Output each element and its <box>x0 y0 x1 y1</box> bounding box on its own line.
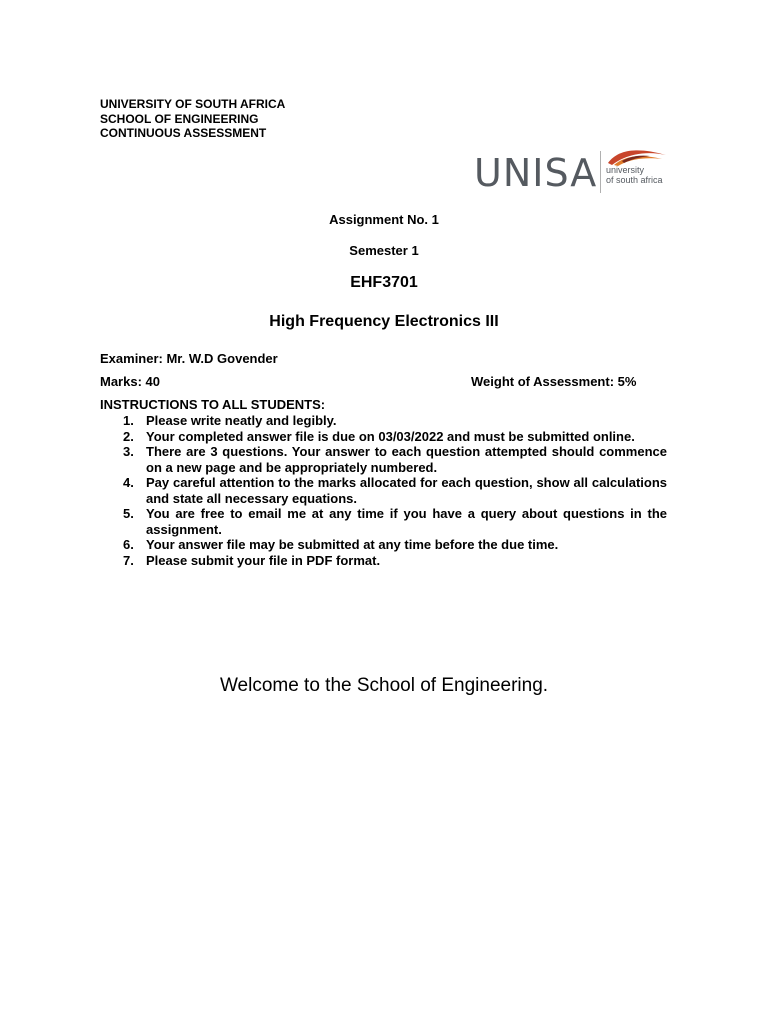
instruction-number: 5. <box>123 506 134 521</box>
instruction-number: 7. <box>123 552 134 568</box>
instruction-number: 3. <box>123 444 134 459</box>
institution-header <box>100 97 285 141</box>
logo-divider <box>600 151 601 193</box>
course-code: EHF3701 <box>350 274 418 291</box>
instruction-text: There are 3 questions. Your answer to each question attempted should commence on a new page and be appropriately numbered. <box>146 444 667 475</box>
course-title: High Frequency Electronics III <box>269 313 499 330</box>
instruction-item <box>100 506 667 537</box>
instruction-text: Please write neatly and legibly. <box>146 413 337 428</box>
header-school: SCHOOL OF ENGINEERING <box>100 111 259 126</box>
instruction-text: You are free to email me at any time if you have a query about questions in the assignment. <box>146 506 667 537</box>
logo-sub-line1: university <box>606 165 645 175</box>
instruction-item <box>100 429 667 445</box>
instruction-item <box>100 475 667 506</box>
instruction-number: 4. <box>123 475 134 490</box>
unisa-logo <box>472 147 668 197</box>
instruction-text: Please submit your file in PDF format. <box>146 552 381 568</box>
logo-wordmark: UNISA <box>474 151 598 195</box>
instruction-text: Your completed answer file is due on 03/03/2022 and must be submitted online. <box>146 428 635 444</box>
assignment-number: Assignment No. 1 <box>329 212 439 227</box>
instructions-heading: INSTRUCTIONS TO ALL STUDENTS: <box>100 397 326 412</box>
instruction-item <box>100 413 667 429</box>
instruction-item <box>100 537 667 553</box>
logo-flame-icon <box>604 147 668 167</box>
instruction-number: 2. <box>123 428 134 444</box>
welcome-message: Welcome to the School of Engineering. <box>219 675 549 696</box>
instructions-list <box>100 413 667 568</box>
instruction-text: Pay careful attention to the marks allocated for each question, show all calculations and state all necessary equations. <box>146 475 667 506</box>
logo-subtitle <box>606 165 663 185</box>
instruction-item <box>100 553 667 569</box>
instruction-number: 1. <box>123 413 134 428</box>
header-university: UNIVERSITY OF SOUTH AFRICA <box>100 97 286 111</box>
assessment-weight: Weight of Assessment: 5% <box>471 374 637 389</box>
instruction-item <box>100 444 667 475</box>
header-assessment-type: CONTINUOUS ASSESSMENT <box>100 126 267 140</box>
instruction-number: 6. <box>123 537 134 552</box>
instruction-text: Your answer file may be submitted at any time before the due time. <box>146 537 559 552</box>
semester: Semester 1 <box>349 243 419 258</box>
examiner: Examiner: Mr. W.D Govender <box>100 351 278 366</box>
logo-sub-line2: of south africa <box>606 175 663 185</box>
marks: Marks: 40 <box>100 374 160 389</box>
